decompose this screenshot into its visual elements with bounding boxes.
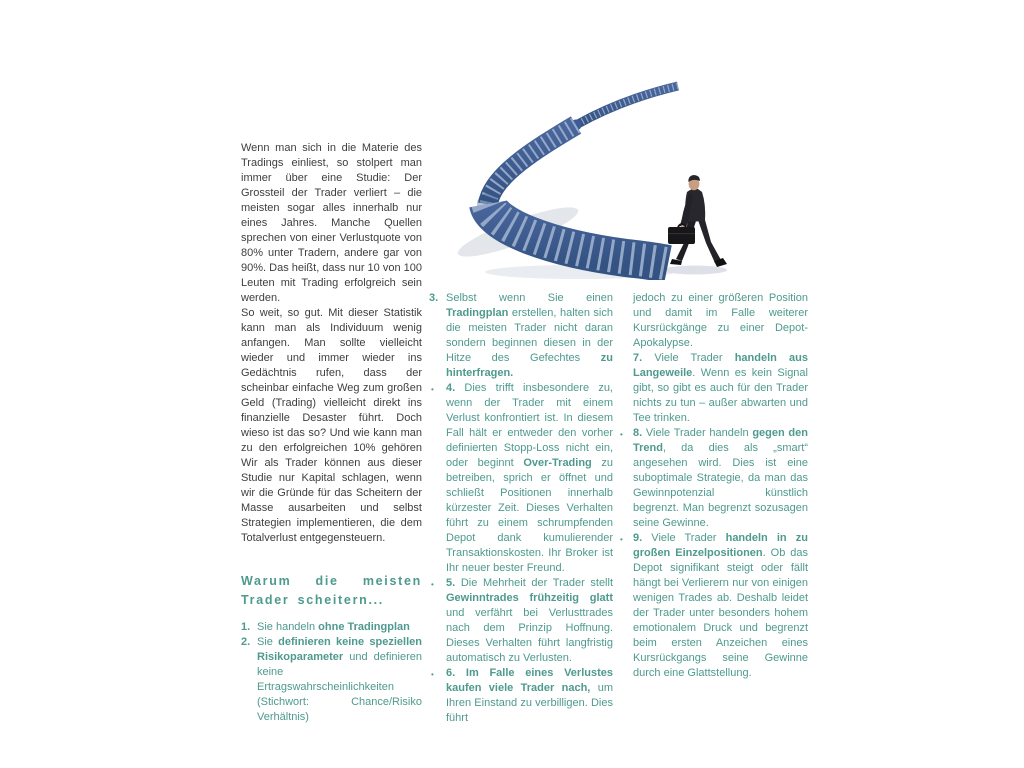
item-text: Selbst wenn Sie einen Tradingplan erstellen, halten sich die meisten Trader nicht daran sondern beginnen diesen in der Hitze des Gefechtes zu hinterfragen. bbox=[446, 292, 613, 379]
item-text: 8. Viele Trader handeln gegen den Trend, da dies als „smart“ angesehen wird. Dies ist eine suboptimale Strategie, da man das Gewinnpotenzial künstlich begrenzt. Man begrenzt sozusagen seine Gewinne. bbox=[633, 427, 808, 529]
item-text: jedoch zu einer größeren Position und damit im Falle weiterer Kursrückgänge zu einer Depot-Apokalypse. bbox=[633, 292, 808, 349]
staircase-ribbon bbox=[477, 86, 678, 264]
bullet-icon: • bbox=[431, 580, 434, 589]
item-text: 7. Viele Trader handeln aus Langeweile. Wenn es kein Signal gibt, so gibt es auch für den Trader nichts zu tun – außer abwarten und Tee trinken. bbox=[633, 352, 808, 424]
reason-list-1 bbox=[241, 620, 422, 725]
intro-paragraph-2: So weit, so gut. Mit dieser Statistik kann man als Individuum wenig anfangen. Man sollte vielleicht wieder und immer wieder ins Gedächtnis rufen, dass der scheinbar einfache Weg zum großen Geld (Trading) vielleicht direkt ins finanzielle Desaster führt. Doch wieso ist das so? Und wie kann man zu den erfolgreichen 10% gehören Wir als Trader können aus dieser Studie nur Kapital schlagen, wenn wir die Gründe für das Scheitern der Masse ausarbeiten und selbst Strategien implementieren, die dem Totalverlust entgegensteuern. bbox=[241, 307, 422, 544]
reason-item-2 bbox=[241, 635, 422, 725]
column-middle bbox=[429, 291, 613, 726]
reason-item-4 bbox=[429, 381, 613, 576]
reason-item-1 bbox=[241, 620, 422, 635]
reason-item-3 bbox=[429, 291, 613, 381]
staircase-graphic bbox=[430, 80, 750, 280]
item-text: 6. Im Falle eines Verlustes kaufen viele Trader nach, um Ihren Einstand zu verbilligen. Dies führt bbox=[446, 667, 613, 724]
intro-paragraph-1: Wenn man sich in die Materie des Tradings einliest, so stolpert man immer über eine Studie: Der Grossteil der Trader verliert – die meisten sogar alles innerhalb nur eines Jahres. Manche Quellen sprechen von einer Verlustquote von 80% unter Tradern, andere gar von 90%. Das heißt, dass nur 10 von 100 Leuten mit Trading erfolgreich sein werden. bbox=[241, 142, 422, 304]
bullet-icon: • bbox=[620, 430, 623, 439]
reason-item-7 bbox=[620, 351, 808, 426]
staircase-businessman-image bbox=[430, 80, 750, 280]
bullet-icon: • bbox=[431, 670, 434, 679]
item-text: Sie definieren keine speziellen Risikoparameter und definieren keine Ertragswahrscheinlichkeiten (Stichwort: Chance/Risiko Verhältnis) bbox=[257, 636, 422, 723]
businessman-figure bbox=[668, 175, 727, 267]
reason-item-6-continued bbox=[620, 291, 808, 351]
item-text: 5. Die Mehrheit der Trader stellt Gewinntrades frühzeitig glatt und verfährt bei Verlusttrades nach dem Prinzip Hoffnung. Dieses Verhalten führt langfristig automatisch zu Verlusten. bbox=[446, 577, 613, 664]
bullet-icon: • bbox=[431, 385, 434, 394]
section-heading: Warum die meisten Trader scheitern... bbox=[241, 574, 422, 607]
item-number: 1. bbox=[241, 621, 251, 633]
item-text: 9. Viele Trader handeln in zu großen Einzelpositionen. Ob das Depot signifikant steigt oder fällt hängt bei Verlierern nur von einigen wenigen Trades ab. Deshalb leidet der Trader unter besonders hohem emotionalem Druck und begrenzt beim ersten Anzeichen eines Kursrückgangs seine Gewinne durch eine Glattstellung. bbox=[633, 532, 808, 679]
reason-item-5 bbox=[429, 576, 613, 666]
item-text: 4. Dies trifft insbesondere zu, wenn der Trader mit einem Verlust konfrontiert ist. In diesem Fall hält er entweder den vorher definierten Stopp-Loss nicht ein, oder beginnt Over-Trading zu betreiben, sprich er öffnet und schließt Positionen innerhalb kürzester Zeit. Dieses Verhalten führt zu einem schrumpfenden Depot dank kumulierender Transaktionskosten. Ihr Broker ist Ihr neuer bester Freund. bbox=[446, 382, 613, 574]
bullet-icon: • bbox=[620, 535, 623, 544]
item-number: 3. bbox=[429, 292, 439, 304]
item-number: 2. bbox=[241, 636, 251, 648]
reason-item-6 bbox=[429, 666, 613, 726]
item-text: Sie handeln ohne Tradingplan bbox=[257, 621, 410, 633]
column-right bbox=[620, 291, 808, 681]
reason-item-9 bbox=[620, 531, 808, 681]
reason-item-8 bbox=[620, 426, 808, 531]
column-left bbox=[241, 141, 422, 725]
